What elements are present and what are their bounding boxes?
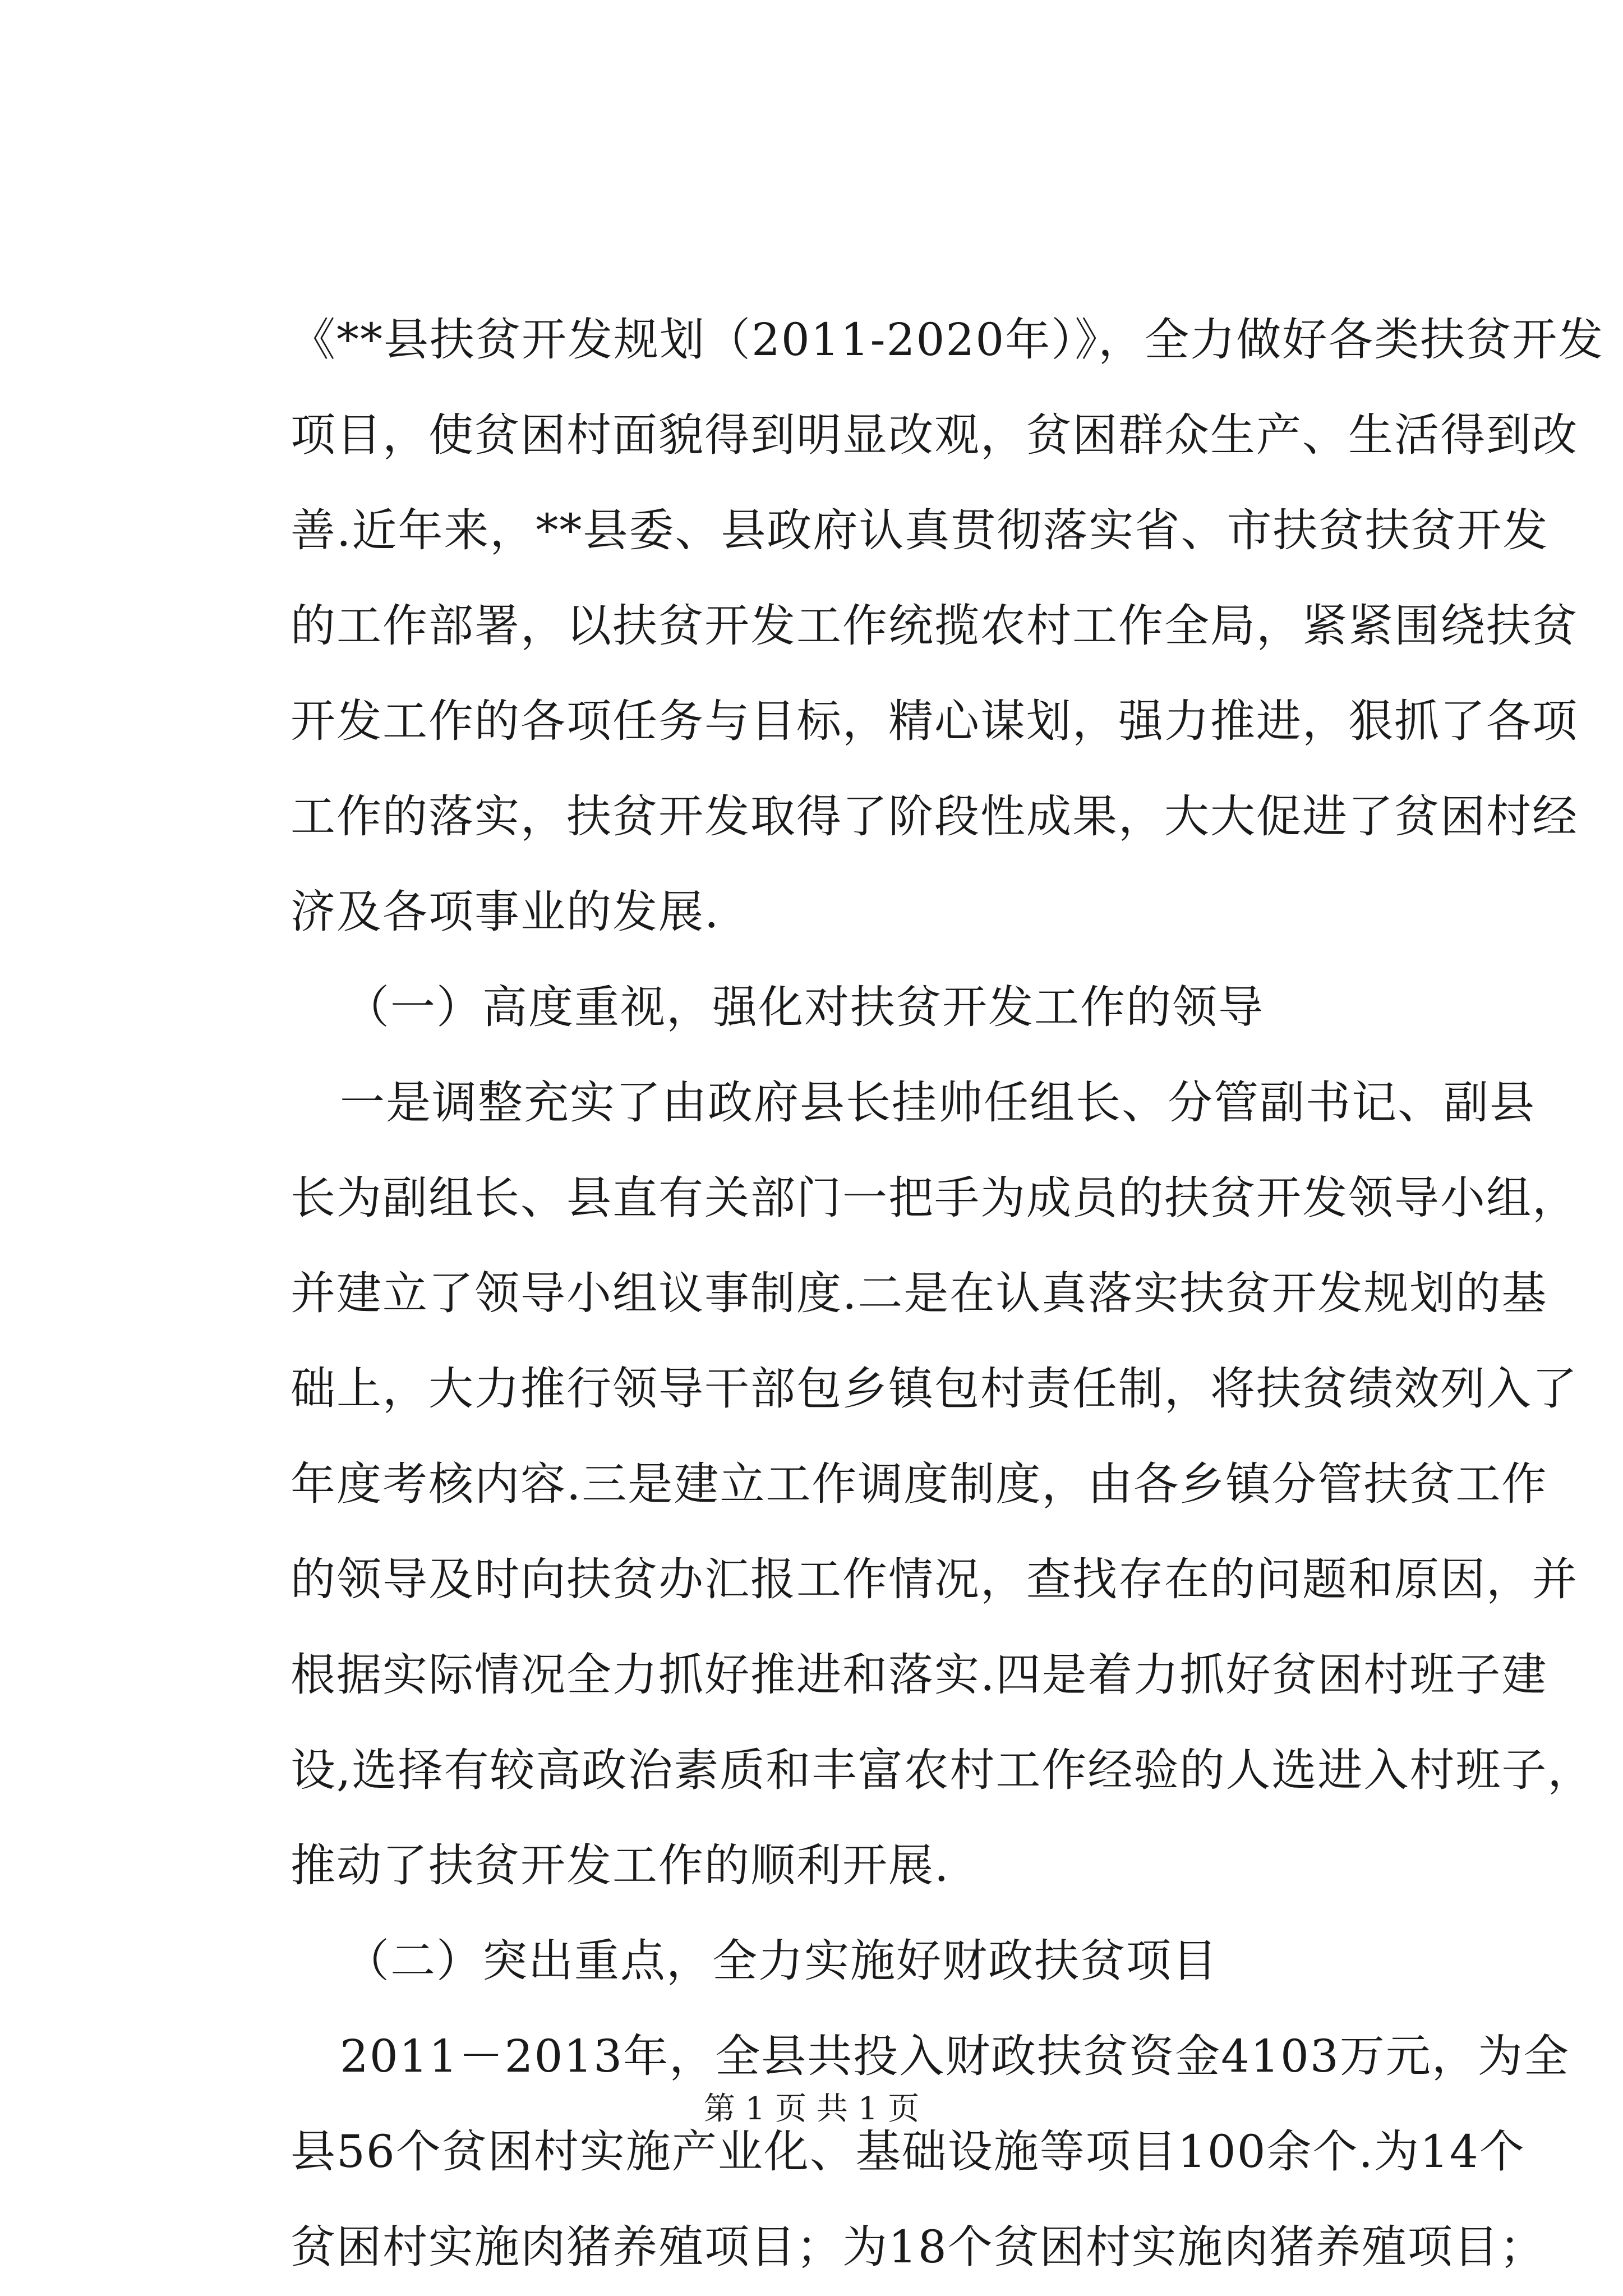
body-line: 项目，使贫困村面貌得到明显改观，贫困群众生产、生活得到改 [291,409,1578,461]
body-line: 设,选择有较高政治素质和丰富农村工作经验的人选进入村班子， [291,1744,1594,1796]
body-line: 善.近年来，**县委、县政府认真贯彻落实省、市扶贫扶贫开发 [291,504,1549,556]
section-heading: （一）高度重视，强化对扶贫开发工作的领导 [344,981,1264,1033]
body-line: 开发工作的各项任务与目标，精心谋划，强力推进，狠抓了各项 [291,695,1578,747]
section-heading: （二）突出重点，全力实施好财政扶贫项目 [344,1935,1218,1987]
body-line: 县56个贫困村实施产业化、基础设施等项目100余个.为14个 [291,2125,1525,2178]
body-line: 工作的落实，扶贫开发取得了阶段性成果，大大促进了贫困村经 [291,790,1578,843]
body-line: 一是调整充实了由政府县长挂帅任组长、分管副书记、副县 [294,1076,1536,1129]
body-line: 《**县扶贫开发规划（2011-2020年）》，全力做好各类扶贫开发 [291,314,1604,366]
body-line: 的领导及时向扶贫办汇报工作情况，查找存在的问题和原因，并 [291,1553,1578,1605]
body-line: 济及各项事业的发展. [291,886,720,938]
body-line: 2011－2013年，全县共投入财政扶贫资金4103万元，为全 [294,2030,1570,2082]
body-line: 的工作部署，以扶贫开发工作统揽农村工作全局，紧紧围绕扶贫 [291,600,1578,652]
body-line: 推动了扶贫开发工作的顺利开展. [291,1839,950,1892]
body-line: 根据实际情况全力抓好推进和落实.四是着力抓好贫困村班子建 [291,1649,1548,1701]
body-line: 并建立了领导小组议事制度.二是在认真落实扶贫开发规划的基 [291,1267,1548,1319]
body-line: 长为副组长、县直有关部门一把手为成员的扶贫开发领导小组， [291,1172,1578,1224]
body-line: 贫困村实施肉猪养殖项目；为18个贫困村实施肉猪养殖项目； [291,2221,1546,2273]
page-footer: 第 1 页 共 1 页 [703,2091,920,2127]
body-line: 础上，大力推行领导干部包乡镇包村责任制，将扶贫绩效列入了 [291,1363,1578,1415]
body-line: 年度考核内容.三是建立工作调度制度，由各乡镇分管扶贫工作 [291,1458,1548,1510]
document-body [291,292,1604,2295]
